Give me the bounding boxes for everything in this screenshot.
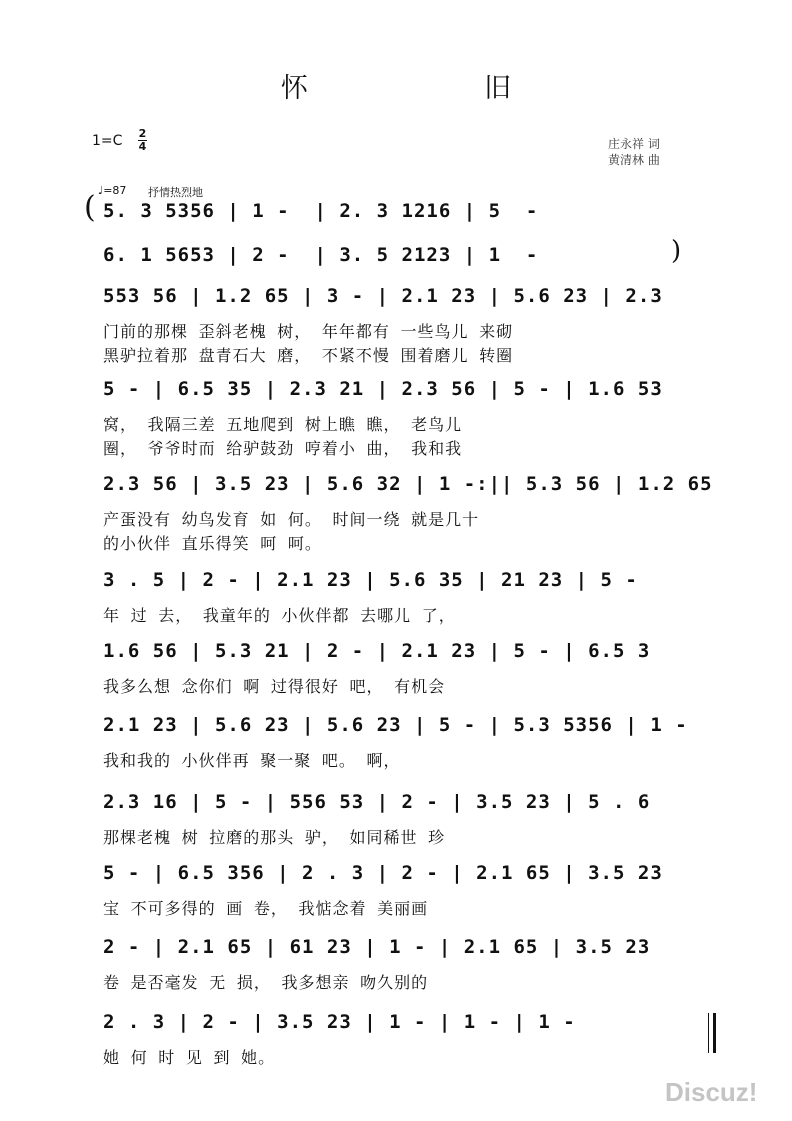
lyrics: 那棵老槐 树 拉磨的那头 驴， 如同稀世 珍 <box>103 828 446 847</box>
lyrics-verse-2: 圈， 爷爷时而 给驴鼓劲 哼着小 曲， 我和我 <box>103 439 463 458</box>
final-double-barline <box>708 1013 716 1053</box>
lyrics-verse-1: 产蛋没有 幼鸟发育 如 何。 时间一绕 就是几十 <box>103 510 480 529</box>
lyrics-verse-1: 窝， 我隔三差 五地爬到 树上瞧 瞧， 老鸟儿 <box>103 415 463 434</box>
time-signature <box>138 128 147 152</box>
notes: 2.3 56 | 3.5 23 | 5.6 32 | 1 -:|| 5.3 56 | 1.2 65 <box>103 473 713 495</box>
time-signature-top: 2 <box>138 127 147 140</box>
notes: 2.3 16 | 5 - | 556 53 | 2 - | 3.5 23 | 5 . 6 <box>103 791 651 813</box>
notes: 5. 3 5356 | 1 - | 2. 3 1216 | 5 - <box>103 200 539 222</box>
lyrics: 我和我的 小伙伴再 聚一聚 吧。 啊， <box>103 751 401 770</box>
watermark: Discuz! <box>665 1077 758 1107</box>
notes: 5 - | 6.5 35 | 2.3 21 | 2.3 56 | 5 - | 1.6 53 <box>103 378 663 400</box>
intro-open-paren: ( <box>84 190 96 225</box>
credits <box>608 136 660 168</box>
lyrics: 她 何 时 见 到 她。 <box>103 1048 276 1067</box>
notes: 1.6 56 | 5.3 21 | 2 - | 2.1 23 | 5 - | 6.5 3 <box>103 640 651 662</box>
notes: 3 . 5 | 2 - | 2.1 23 | 5.6 35 | 21 23 | 5 - <box>103 569 638 591</box>
score-line <box>0 378 792 488</box>
notes: 2 - | 2.1 65 | 61 23 | 1 - | 2.1 65 | 3.5 23 <box>103 936 651 958</box>
key-signature: 1=C <box>92 133 123 149</box>
title-char-1: 怀 <box>280 73 308 104</box>
time-signature-bottom: 4 <box>138 140 147 153</box>
score-line <box>0 473 792 583</box>
lyrics: 卷 是否毫发 无 损， 我多想亲 吻久别的 <box>103 973 429 992</box>
composer: 黄清林 曲 <box>608 153 660 167</box>
intro-close-paren: ) <box>671 236 682 266</box>
expression-marking: 抒情热烈地 <box>148 186 203 199</box>
notes: 553 56 | 1.2 65 | 3 - | 2.1 23 | 5.6 23 | 2.3 <box>103 285 663 307</box>
notes: 2 . 3 | 2 - | 3.5 23 | 1 - | 1 - | 1 - <box>103 1011 576 1033</box>
song-title <box>0 66 792 105</box>
lyrics-verse-2: 黑驴拉着那 盘青石大 磨， 不紧不慢 围着磨儿 转圈 <box>103 346 514 365</box>
lyrics-verse-1: 门前的那棵 歪斜老槐 树， 年年都有 一些鸟儿 来砌 <box>103 322 514 341</box>
notes: 2.1 23 | 5.6 23 | 5.6 23 | 5 - | 5.3 5356 | 1 - <box>103 714 688 736</box>
tempo-marking: ♩=87 <box>98 184 127 197</box>
notes: 6. 1 5653 | 2 - | 3. 5 2123 | 1 - <box>103 244 539 266</box>
notes: 5 - | 6.5 356 | 2 . 3 | 2 - | 2.1 65 | 3.5 23 <box>103 862 663 884</box>
lyrics: 年 过 去， 我童年的 小伙伴都 去哪儿 了， <box>103 606 456 625</box>
lyrics: 我多么想 念你们 啊 过得很好 吧， 有机会 <box>103 677 446 696</box>
lyricist: 庄永祥 词 <box>608 137 660 151</box>
title-char-2: 旧 <box>484 73 512 104</box>
lyrics: 宝 不可多得的 画 卷， 我惦念着 美丽画 <box>103 899 429 918</box>
lyrics-verse-2: 的小伙伴 直乐得笑 呵 呵。 <box>103 534 322 553</box>
